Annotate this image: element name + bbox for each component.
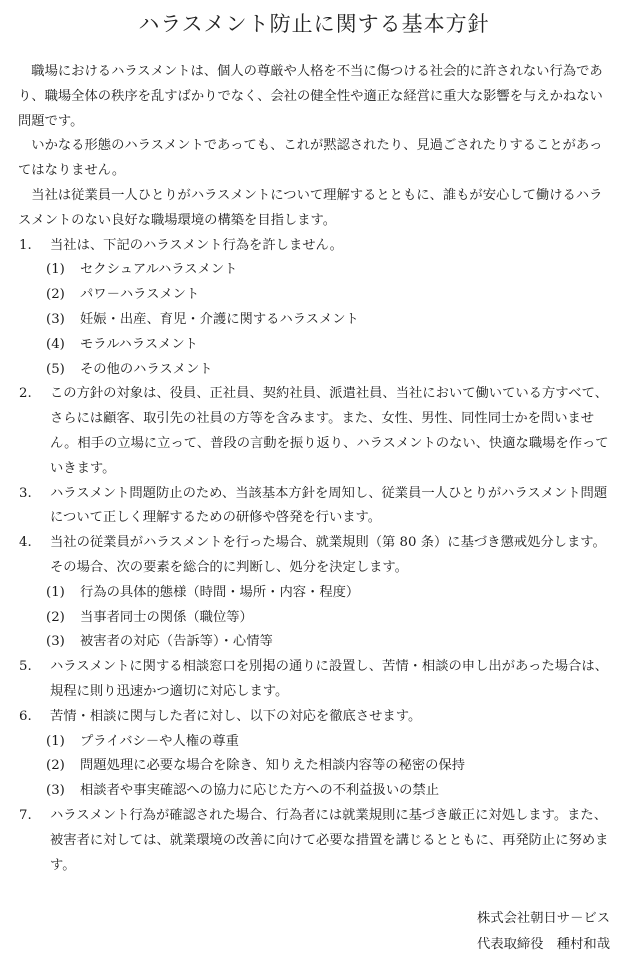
sub-item-number: (5) [46, 361, 65, 377]
sub-item [18, 358, 614, 383]
sub-item-text: 妊娠・出産、育児・介護に関するハラスメント [80, 311, 359, 327]
policy-item-6 [18, 705, 614, 730]
policy-item-3 [18, 482, 614, 532]
item-number: 7. [19, 807, 32, 823]
sub-item-number: (3) [46, 311, 65, 327]
sub-item [18, 308, 614, 333]
policy-item-7 [18, 804, 614, 878]
sub-item-number: (2) [46, 609, 65, 625]
representative-name: 代表取締役 種村和哉 [477, 937, 610, 952]
intro-paragraph-1: 職場におけるハラスメントは、個人の尊厳や人格を不当に傷つける社会的に許されない行為であり、職場全体の秩序を乱すばかりでなく、会社の健全性や適正な経営に重大な影響を与えかねない問題です。 [18, 64, 603, 129]
sub-item-text: モラルハラスメント [80, 336, 198, 352]
item-number: 1. [19, 237, 32, 253]
sub-item [18, 581, 614, 606]
item-text: この方針の対象は、役員、正社員、契約社員、派遣社員、当社において働いている方すべて、さらには顧客、取引先の社員の方等を含みます。また、女性、男性、同性同士かを問いません。相手の立場に立って、普段の言動を振り返り、ハラスメントのない、快適な職場を作っていきます。 [50, 386, 609, 476]
item-text: ハラスメント問題防止のため、当該基本方針を周知し、従業員一人ひとりがハラスメント問題について正しく理解するための研修や啓発を行います。 [50, 485, 608, 526]
sub-item [18, 606, 614, 631]
sub-item-text: セクシュアルハラスメント [80, 262, 238, 278]
policy-item-1 [18, 234, 614, 259]
sub-item-text: 被害者の対応（告訴等）・心情等 [80, 634, 273, 650]
sub-item-number: (3) [46, 783, 65, 799]
item-text: 当社の従業員がハラスメントを行った場合、就業規則（第 80 条）に基づき懲戒処分します。その場合、次の要素を総合的に判断し、処分を決定します。 [50, 535, 606, 575]
policy-item-2 [18, 382, 614, 481]
item-number: 6. [19, 708, 32, 724]
sub-item [18, 730, 614, 755]
sub-item-number: (1) [46, 262, 65, 278]
document-title: ハラスメント防止に関する基本方針 [138, 12, 490, 36]
sub-item-text: 問題処理に必要な場合を除き、知りえた相談内容等の秘密の保持 [80, 758, 466, 774]
company-name: 株式会社朝日サ－ビス [477, 911, 610, 926]
sub-item-number: (1) [46, 584, 65, 600]
sub-item-text: 行為の具体的態様（時間・場所・内容・程度） [80, 584, 360, 600]
sub-item [18, 630, 614, 655]
item-number: 4. [19, 535, 32, 551]
sub-item [18, 283, 614, 308]
item-number: 2. [19, 386, 32, 402]
item-text: ハラスメントに関する相談窓口を別掲の通りに設置し、苦情・相談の申し出があった場合は、規程に則り迅速かつ適切に対応します。 [50, 659, 608, 699]
sub-item [18, 754, 614, 779]
sub-item-text: パワ－ハラスメント [80, 287, 200, 303]
sub-item-number: (2) [46, 758, 65, 774]
sub-item-text: その他のハラスメント [80, 361, 213, 377]
sub-item-text: 当事者同士の関係（職位等） [80, 609, 253, 625]
sub-item-text: プライバシ－や人権の尊重 [80, 733, 239, 749]
document-body [18, 60, 614, 878]
sub-item-number: (4) [46, 336, 65, 352]
sub-item-number: (3) [46, 634, 65, 650]
sub-item-number: (1) [46, 733, 65, 749]
item-text: 当社は、下記のハラスメント行為を許しません。 [50, 237, 343, 253]
item-number: 3. [19, 485, 32, 501]
sub-item-text: 相談者や事実確認への協力に応じた方への不利益扱いの禁止 [80, 783, 440, 799]
sub-item [18, 779, 614, 804]
intro-paragraph-3: 当社は従業員一人ひとりがハラスメントについて理解するとともに、誰もが安心して働けるハラスメントのない良好な職場環境の構築を目指します。 [18, 187, 603, 228]
item-text: 苦情・相談に関与した者に対し、以下の対応を徹底させます。 [50, 708, 422, 724]
intro-paragraph-2: いかなる形態のハラスメントであっても、これが黙認されたり、見過ごされたりすることがあってはなりません。 [18, 138, 603, 179]
sub-item [18, 258, 614, 283]
policy-item-5 [18, 655, 614, 705]
item-number: 5. [19, 659, 32, 675]
signature-block [477, 906, 610, 958]
sub-item [18, 333, 614, 358]
item-text: ハラスメント行為が確認された場合、行為者には就業規則に基づき厳正に対処します。また、被害者に対しては、就業環境の改善に向けて必要な措置を講じるとともに、再発防止に努めます。 [50, 807, 609, 873]
policy-item-4 [18, 531, 614, 581]
sub-item-number: (2) [46, 287, 65, 303]
